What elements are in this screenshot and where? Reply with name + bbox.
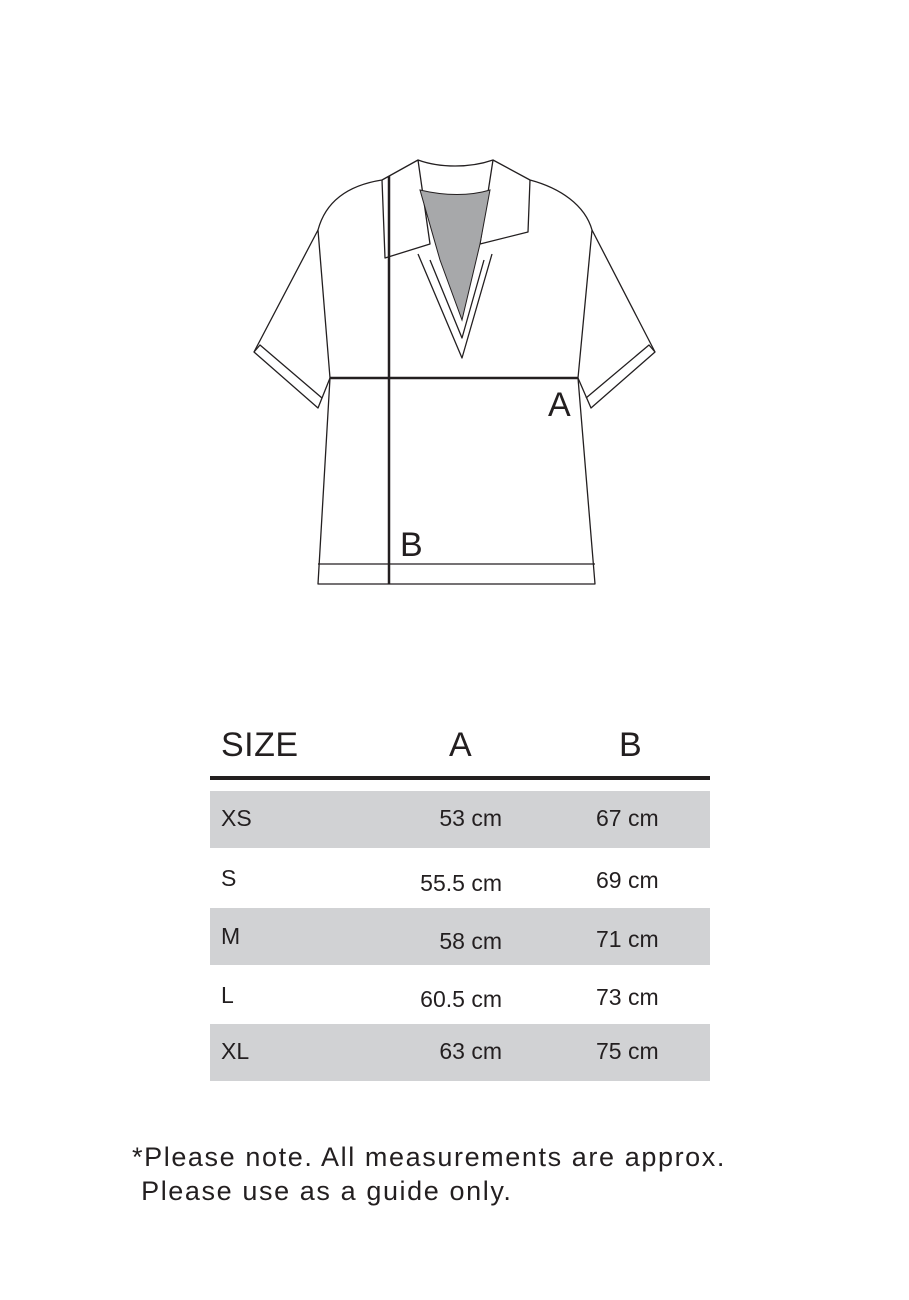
measure-b-cell: 67 cm — [596, 805, 659, 831]
garment-diagram — [0, 0, 909, 640]
size-chart-table — [210, 722, 710, 1081]
neck-inner-shade — [420, 190, 490, 320]
measure-a-cell: 55.5 cm — [420, 870, 502, 896]
table-row — [210, 848, 710, 908]
polo-shirt-illustration — [0, 0, 909, 640]
note-line-1: *Please note. All measurements are approx. — [132, 1142, 726, 1172]
left-cuff — [254, 345, 322, 398]
measure-a-cell: 58 cm — [439, 928, 502, 954]
note-line-2: Please use as a guide only. — [132, 1176, 513, 1206]
table-row — [210, 791, 710, 848]
right-cuff — [586, 345, 655, 398]
header-size: SIZE — [221, 726, 299, 764]
dimension-label-a: A — [548, 386, 571, 424]
size-cell: L — [221, 982, 234, 1008]
table-row — [210, 1024, 710, 1081]
measure-b-cell: 73 cm — [596, 984, 659, 1010]
header-a: A — [449, 726, 473, 764]
header-b: B — [619, 726, 643, 764]
measurement-note — [132, 1140, 726, 1208]
measure-a-cell: 53 cm — [439, 805, 502, 831]
table-row — [210, 908, 710, 965]
table-header — [210, 722, 710, 780]
size-cell: S — [221, 865, 237, 891]
size-cell: XS — [221, 805, 252, 831]
table-row — [210, 965, 710, 1024]
measure-b-cell: 75 cm — [596, 1038, 659, 1064]
size-cell: XL — [221, 1038, 250, 1064]
measure-a-cell: 60.5 cm — [420, 986, 502, 1012]
measure-b-cell: 71 cm — [596, 926, 659, 952]
measure-b-cell: 69 cm — [596, 867, 659, 893]
left-sleeve — [254, 230, 330, 408]
size-cell: M — [221, 923, 241, 949]
dimension-label-b: B — [400, 526, 423, 564]
measure-a-cell: 63 cm — [439, 1038, 502, 1064]
